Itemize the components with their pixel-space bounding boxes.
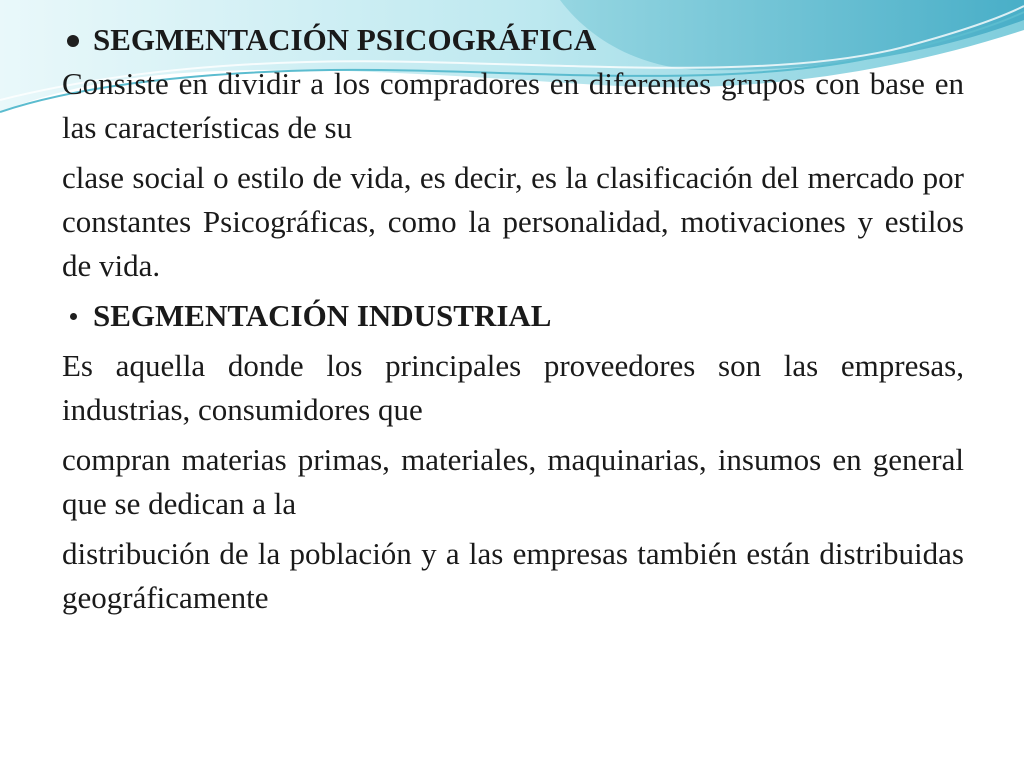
section2-heading-text: SEGMENTACIÓN INDUSTRIAL: [93, 298, 552, 333]
section1-paragraph-1: Consiste en dividir a los compradores en diferentes grupos con base en las características de su: [62, 66, 964, 145]
section2-paragraph-2: compran materias primas, materiales, maquinarias, insumos en general que se dedican a la: [62, 442, 964, 521]
section1-paragraph-2: clase social o estilo de vida, es decir, es la clasificación del mercado por constantes Psicográficas, como la personalidad, motivaciones y estilos de vida.: [62, 160, 964, 283]
section2-paragraph-1: Es aquella donde los principales proveedores son las empresas, industrias, consumidores que: [62, 348, 964, 427]
section1-heading-text: SEGMENTACIÓN PSICOGRÁFICA: [93, 22, 597, 57]
section1-heading: [62, 18, 964, 62]
bullet-small-icon: [62, 294, 84, 338]
section2-heading: [62, 294, 964, 338]
slide-body: [62, 18, 964, 620]
bullet-dot-icon: [62, 18, 84, 62]
section2-paragraph-3: distribución de la población y a las empresas también están distribuidas geográficamente: [62, 536, 964, 615]
